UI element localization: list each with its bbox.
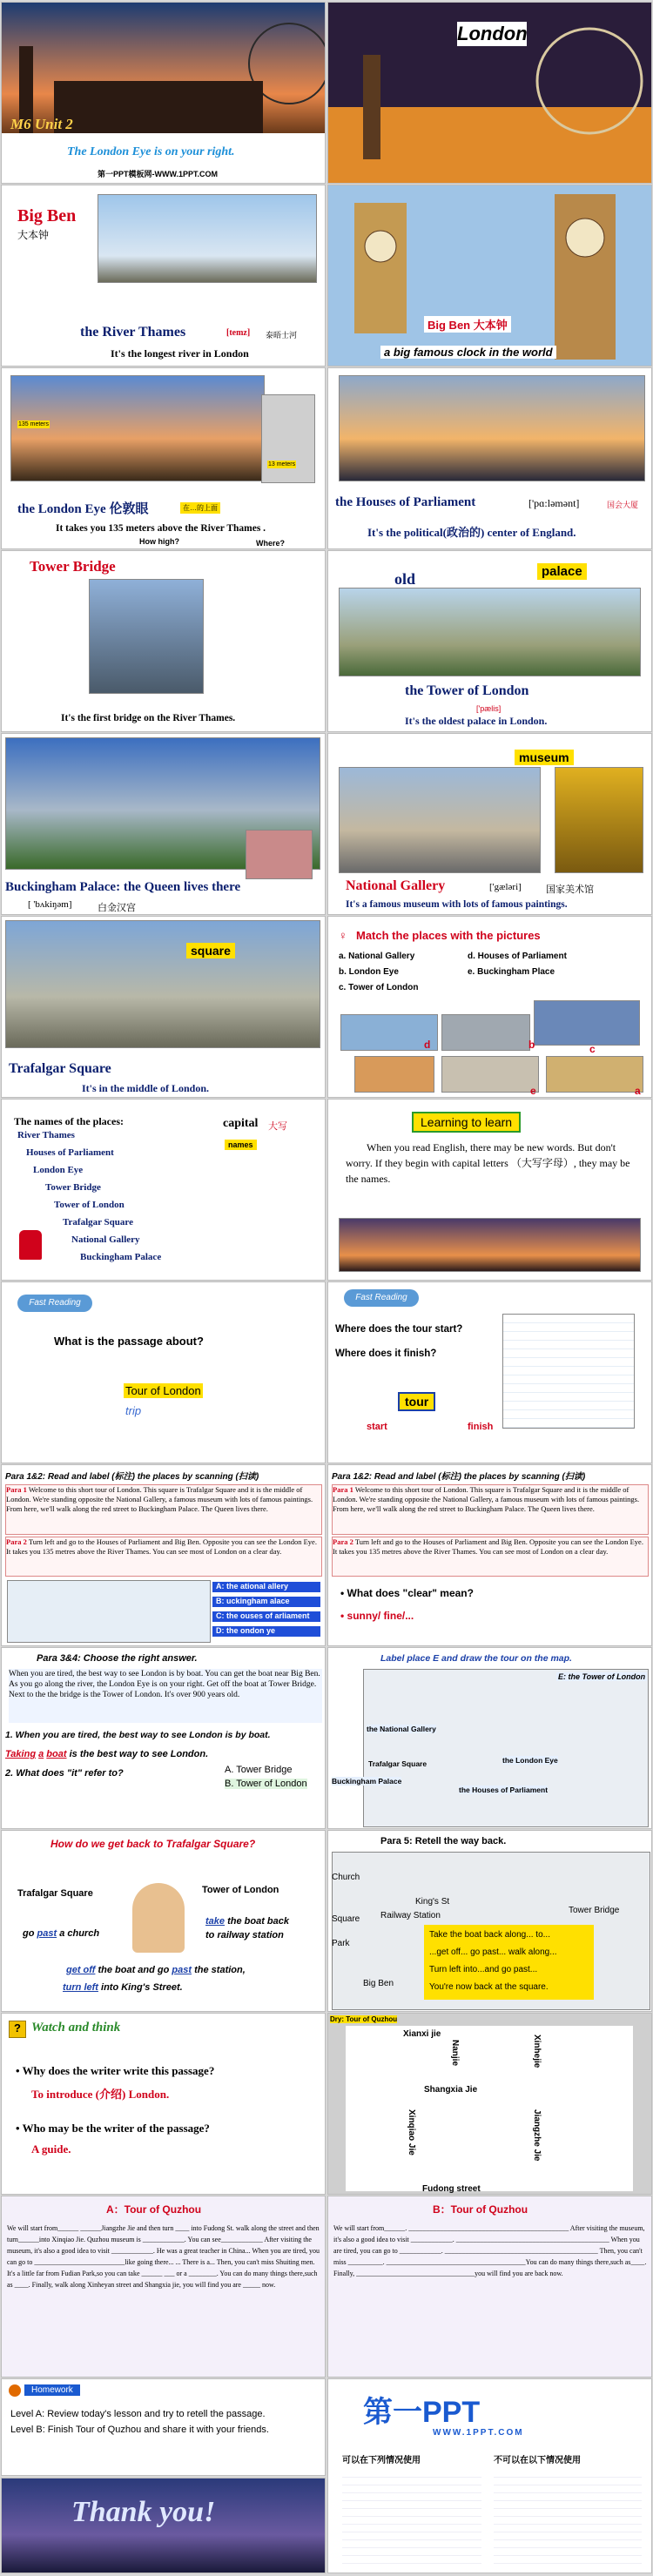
slide-16 — [327, 1281, 652, 1463]
tower-word: Tower of London — [202, 1885, 279, 1895]
trafalgar-photo — [5, 920, 320, 1048]
level-b: Level B: Finish Tour of Quzhou and share it with your friends. — [10, 2425, 269, 2435]
finish-label: finish — [468, 1422, 494, 1432]
square-tag: square — [186, 943, 235, 958]
river-thames-label: the River Thames — [80, 325, 186, 340]
watch-think-title: Watch and think — [31, 2021, 121, 2035]
usage-left-head: 可以在下列情况使用 — [342, 2456, 421, 2465]
big-ben-photos — [328, 185, 652, 367]
homework-icon — [9, 2384, 21, 2397]
palace-phonetic: ['pælis] — [476, 704, 502, 713]
why-answer: To introduce (介绍) London. — [31, 2088, 170, 2101]
slide-2 — [327, 2, 652, 184]
way-back-question: How do we get back to Trafalgar Square? — [50, 1838, 256, 1850]
clear-answer: • sunny/ fine/... — [340, 1610, 414, 1622]
tower-bridge-photo — [89, 579, 204, 694]
usage-right-head: 不可以在以下情况使用 — [494, 2456, 581, 2465]
retell-line-2: ...get off... go past... walk along... — [429, 1947, 557, 1957]
name-6: Trafalgar Square — [63, 1217, 133, 1227]
slide-subtitle: The London Eye is on your right. — [67, 145, 235, 158]
church-word: a church — [59, 1928, 100, 1939]
map-place-2: Trafalgar Square — [368, 1759, 427, 1768]
who-question: • Who may be the writer of the passage? — [16, 2122, 210, 2135]
slide-7 — [1, 550, 326, 732]
why-text: Why does the writer write this passage? — [22, 2064, 215, 2077]
slide-1 — [1, 2, 326, 184]
para12-head-2: Para 1&2: Read and label (标注) the places by scanning (扫读) — [332, 1472, 586, 1482]
match-title: Match the places with the pictures — [356, 929, 541, 942]
name-8: Buckingham Palace — [80, 1252, 162, 1262]
para1-text: Welcome to this short tour of London. This square is Trafalgar Square and it is the middle of London. We're standing opposite the National Gallery, a famous museum with lots of famous paintings. From here, we'll walk along the red street to Buckingham Palace. The Queen lives there. — [6, 1485, 313, 1513]
slide-13 — [1, 1099, 326, 1281]
taking-word: Taking — [5, 1749, 37, 1759]
match-photo-4 — [354, 1056, 434, 1093]
map-place-5: the Houses of Parliament — [459, 1786, 549, 1794]
tower-of-london-photo — [339, 588, 641, 676]
slide-21 — [1, 1830, 326, 2012]
slide-27 — [1, 2378, 326, 2476]
tour-tag: tour — [398, 1392, 435, 1411]
past2-word: past — [172, 1965, 192, 1975]
houses-label: the Houses of Parliament — [335, 495, 476, 509]
postbox-icon — [19, 1230, 42, 1260]
tower-of-london-label: the Tower of London — [405, 683, 529, 698]
para2-label-2: Para 2 — [333, 1537, 353, 1546]
para1-label: Para 1 — [6, 1485, 27, 1494]
slide-14 — [327, 1099, 652, 1281]
letter-2: b — [528, 1039, 535, 1051]
parliament-cn: 国会大厦 — [607, 501, 639, 509]
retell-church: Church — [332, 1873, 360, 1882]
slide-3 — [1, 185, 326, 367]
title-london: London — [457, 23, 528, 44]
why-question: • Why does the writer write this passage? — [16, 2064, 215, 2077]
map-place-4: Buckingham Palace — [332, 1777, 402, 1786]
fast-reading-badge: Fast Reading — [17, 1295, 92, 1312]
street-nanjie: Nanjie — [450, 2040, 460, 2067]
museum-tag: museum — [515, 750, 574, 765]
opt-d: d. Houses of Parliament — [468, 952, 567, 961]
clear-question-text: What does "clear" mean? — [347, 1587, 474, 1599]
tour-b-text: We will start from______. ______________________________________________ After visiting the museum, it's also a good idea to visit ____________. ____________________________________________ When you are tired, you can go to ____________. ____________________________________________ Then, you can't miss __________. ________________________________________You can do many things there,such as____. Finally, __________________________________you will find you are back now. — [333, 2224, 647, 2277]
usage-right-list — [494, 2470, 642, 2566]
thames-photo — [98, 194, 317, 283]
queen-photo — [246, 830, 313, 879]
slide-19 — [1, 1647, 326, 1829]
para34-text: When you are tired, the best way to see London is by boat. You can get the boat near Big Ben. As you go along the river, the London Eye is on your right. Get off the boat at Tower Bridge. Next to the the bridge is the Tower of London. It's over 900 years old. — [9, 1669, 322, 1723]
map-place-1: the National Gallery — [367, 1725, 436, 1733]
gallery-cn: 国家美术馆 — [546, 884, 594, 895]
capital-label: capital — [223, 1117, 259, 1130]
slide-24 — [327, 2013, 652, 2195]
para2-box-2 — [332, 1537, 649, 1577]
q1b-text: is the best way to see London. — [69, 1749, 209, 1759]
para2-text-2: Turn left and go to the Houses of Parliament and Big Ben. Opposite you can see the London Eye. It takes you 135 metres above the River Thames. You can see most of London on a clear day. — [333, 1537, 643, 1556]
london-eye-label: the London Eye 伦敦眼 — [17, 502, 149, 516]
letter-3: c — [589, 1043, 596, 1055]
old-label: old — [394, 570, 416, 588]
where-q: Where? — [256, 539, 286, 548]
street-jiangzhe: Jiangzhe Jie — [532, 2109, 542, 2162]
national-gallery-photo — [339, 767, 541, 873]
match-photo-2 — [441, 1014, 530, 1051]
answer-tour: Tour of London — [125, 1384, 201, 1397]
clear-question: • What does "clear" mean? — [340, 1587, 474, 1599]
para1-box — [5, 1484, 322, 1535]
label-d: D: the ondon ye — [212, 1626, 320, 1637]
slide-8 — [327, 550, 652, 732]
place-e-label: E: the Tower of London — [558, 1672, 646, 1681]
kings-word: into King's Street. — [101, 1982, 183, 1993]
para34-head: Para 3&4: Choose the right answer. — [37, 1653, 198, 1664]
learning-text: When you read English, there may be new words. But don't worry. If they begin with capital letters （大写字母）, they may be the names. — [346, 1141, 630, 1185]
retell-railway: Railway Station — [380, 1911, 441, 1920]
retell-line-1: Take the boat back along... to... — [429, 1930, 550, 1940]
go-word: go — [23, 1928, 35, 1939]
slide-6 — [327, 367, 652, 549]
line-take — [205, 1916, 289, 1927]
label-c: C: the ouses of arliament — [212, 1611, 320, 1622]
retell-box — [424, 1925, 594, 2000]
who-answer: A guide. — [31, 2142, 71, 2156]
retell-square: Square — [332, 1914, 360, 1924]
name-2: Houses of Parliament — [26, 1147, 114, 1158]
match-photo-5 — [441, 1056, 539, 1093]
para2-text: Turn left and go to the Houses of Parliament and Big Ben. Opposite you can see the London Eye. It takes you 135 metres above the River Thames. You can see most of London on a clear day. — [6, 1537, 317, 1556]
quzhou-head: Dry: Tour of Quzhou — [330, 2015, 398, 2023]
station-word: the station, — [194, 1965, 246, 1975]
past-word: past — [37, 1928, 57, 1939]
question-icon: ? — [9, 2021, 26, 2038]
take-word: take — [205, 1916, 226, 1927]
retell-line-4: You're now back at the square. — [429, 1982, 549, 1992]
street-xianxi: Xianxi jie — [403, 2029, 441, 2039]
parliament-phonetic: ['pɑ:ləmənt] — [528, 497, 580, 509]
boat-word: boat — [46, 1749, 67, 1759]
tour-map — [363, 1669, 649, 1827]
big-ben-cn-label: Big Ben 大本钟 — [424, 316, 511, 333]
letter-5: a — [635, 1085, 641, 1097]
who-text: Who may be the writer of the passage? — [22, 2122, 210, 2135]
letter-4: e — [530, 1085, 536, 1097]
how-high-q: How high? — [139, 537, 179, 546]
map-head: Label place E and draw the tour on the map. — [380, 1653, 572, 1664]
retell-head: Para 5: Retell the way back. — [380, 1836, 507, 1846]
credit-text: 第一PPT模板网-WWW.1PPT.COM — [98, 170, 218, 178]
opt-c: c. Tower of London — [339, 983, 419, 992]
letter-1: d — [424, 1039, 431, 1051]
slide-18 — [327, 1464, 652, 1646]
label-a: A: the ational allery — [212, 1582, 320, 1592]
slide-20 — [327, 1647, 652, 1829]
tour-a-title: A：Tour of Quzhou — [106, 2203, 202, 2216]
thames-phonetic: [temz] — [226, 328, 251, 338]
london-eye-caption: It takes you 135 meters above the River Thames . — [56, 523, 266, 534]
trafalgar-word: Trafalgar Square — [17, 1888, 93, 1899]
name-4: Tower Bridge — [45, 1182, 101, 1193]
slide-15 — [1, 1281, 326, 1463]
para2-box — [5, 1537, 322, 1577]
slide-5 — [1, 367, 326, 549]
para12-head: Para 1&2: Read and label (标注) the places by scanning (扫读) — [5, 1472, 259, 1482]
unit-label: M6 Unit 2 — [10, 116, 73, 132]
tour-b-title: B：Tour of Quzhou — [433, 2203, 528, 2216]
clear-answer-text: sunny/ fine/... — [347, 1610, 414, 1622]
london-eye-photo — [10, 375, 265, 481]
slide-29 — [1, 2478, 326, 2573]
slide-4 — [327, 185, 652, 367]
boat-back-word: the boat back — [227, 1916, 289, 1927]
sunflowers-painting — [555, 767, 643, 873]
above-tag: 在…的上面 — [180, 502, 220, 514]
para1-box-2 — [332, 1484, 649, 1535]
street-xinqiao: Xinqiao Jie — [407, 2109, 416, 2156]
ppt-url: WWW.1PPT.COM — [433, 2428, 524, 2438]
meters-tag-2: 13 meters — [268, 461, 296, 467]
slide-12 — [327, 916, 652, 1098]
line-railway: to railway station — [205, 1930, 284, 1940]
name-5: Tower of London — [54, 1200, 125, 1210]
get-off-word: get off — [66, 1965, 96, 1975]
big-ben-caption: a big famous clock in the world — [380, 346, 556, 359]
buckingham-phonetic: [ 'bʌkiŋəm] — [28, 899, 72, 910]
name-7: National Gallery — [71, 1234, 140, 1245]
big-ben-label: Big Ben — [17, 206, 77, 225]
thames-cn: 泰晤士河 — [266, 331, 298, 340]
capital-cn: 大写 — [268, 1121, 287, 1132]
usage-left-list — [342, 2470, 481, 2566]
slide-26 — [327, 2196, 652, 2378]
big-ben-cn: 大本钟 — [17, 229, 50, 241]
street-fudong: Fudong street — [422, 2184, 481, 2194]
opt-e: e. Buckingham Place — [468, 967, 555, 977]
option-b: B. Tower of London — [225, 1779, 307, 1789]
start-question: Where does the tour start? — [335, 1324, 463, 1335]
name-1: River Thames — [17, 1130, 75, 1140]
passage-image — [502, 1314, 635, 1429]
q1-answer — [5, 1749, 208, 1759]
parliament-caption: It's the political(政治的) center of England. — [367, 526, 576, 539]
boat-and-go-word: the boat and go — [98, 1965, 170, 1975]
names-title: The names of the places: — [14, 1115, 124, 1127]
guide-illustration — [132, 1883, 185, 1953]
names-tag: names — [225, 1140, 257, 1150]
slide-23 — [1, 2013, 326, 2195]
retell-line-3: Turn left into...and go past... — [429, 1965, 538, 1974]
para2-label: Para 2 — [6, 1537, 27, 1546]
slide-22 — [327, 1830, 652, 2012]
slide-10 — [327, 733, 652, 915]
meters-tag: 135 meters — [18, 421, 50, 427]
slide-9 — [1, 733, 326, 915]
a-word: a — [38, 1749, 44, 1759]
q2-text: 2. What does "it" refer to? — [5, 1768, 124, 1779]
thames-caption: It's the longest river in London — [111, 347, 249, 360]
palace-caption: It's the oldest palace in London. — [405, 715, 548, 727]
quzhou-map — [346, 2026, 633, 2191]
opt-a: a. National Gallery — [339, 952, 415, 961]
name-3: London Eye — [33, 1165, 84, 1175]
tower-bridge-caption: It's the first bridge on the River Thames. — [61, 713, 236, 723]
retell-tower-bridge: Tower Bridge — [569, 1906, 620, 1915]
trafalgar-caption: It's in the middle of London. — [82, 1082, 210, 1094]
retell-park: Park — [332, 1939, 350, 1948]
slide-28 — [327, 2378, 652, 2573]
option-a: A. Tower Bridge — [225, 1765, 293, 1775]
line-get-off — [66, 1965, 246, 1975]
q1-text: 1. When you are tired, the best way to see London is by boat. — [5, 1730, 271, 1740]
level-a: Level A: Review today's lesson and try to retell the passage. — [10, 2409, 266, 2419]
retell-big-ben: Big Ben — [363, 1979, 394, 1988]
turn-left-word: turn left — [63, 1982, 98, 1993]
girl-icon: ♀ — [339, 929, 347, 942]
retell-kings: King's St — [415, 1897, 450, 1907]
building-photo — [261, 394, 315, 483]
line-go — [23, 1928, 99, 1939]
match-photo-6 — [546, 1056, 643, 1093]
ppt-logo: 第一PPT — [363, 2396, 481, 2429]
palace-tag: palace — [537, 563, 587, 580]
tour-a-text: We will start from______ ______Jiangzhe Jie and then turn ____ into Fudong St. walk along the street and then turn______into Xinqiao Jie. Quzhou museum is ____________. You can see____________ After visiting the museum, it's also a good idea to visit ____________. He was a great teacher in China... When you are tired, you can go to __________________________like going there... ... There is a... Then, you can't miss Shuiting men. It's a little far from Fudian Park,so you can take ______ ___ or a ________. You can do many things there,such as ____. Finally, walk along Xinheyan street and Shangxia jie, you will find you are _____ now. — [7, 2224, 320, 2289]
street-xinhejie: Xinhejie — [532, 2035, 542, 2068]
opt-b: b. London Eye — [339, 967, 399, 977]
passage-question: What is the passage about? — [54, 1335, 204, 1348]
para1-text-2: Welcome to this short tour of London. This square is Trafalgar Square and it is the middle of London. We're standing opposite the National Gallery, a famous museum with lots of famous paintings. From here, we'll walk along the red street to Buckingham Palace. The Queen lives there. — [333, 1485, 640, 1513]
homework-badge: Homework — [24, 2384, 80, 2396]
line-turn-left — [63, 1982, 183, 1993]
national-gallery-title: National Gallery — [346, 878, 446, 893]
slide-11 — [1, 916, 326, 1098]
gallery-caption: It's a famous museum with lots of famous paintings. — [346, 899, 568, 910]
learning-banner: Learning to learn — [412, 1112, 521, 1133]
buckingham-title: Buckingham Palace: the Queen lives there — [5, 880, 241, 894]
map-image — [7, 1580, 211, 1643]
gallery-phonetic: ['gæləri] — [489, 882, 522, 892]
parliament-photo — [339, 375, 645, 481]
slide-17 — [1, 1464, 326, 1646]
label-b: B: uckingham alace — [212, 1597, 320, 1607]
trafalgar-title: Trafalgar Square — [9, 1061, 111, 1076]
city-night-photo — [339, 1218, 641, 1272]
london-sunset-photo — [2, 3, 325, 133]
para1-label-2: Para 1 — [333, 1485, 353, 1494]
start-label: start — [367, 1422, 387, 1432]
answer-trip: trip — [125, 1404, 142, 1417]
fast-reading-badge-2: Fast Reading — [344, 1289, 419, 1307]
match-photo-3 — [534, 1000, 640, 1046]
map-place-3: the London Eye — [502, 1756, 558, 1765]
tower-bridge-title: Tower Bridge — [30, 558, 116, 575]
slide-25 — [1, 2196, 326, 2378]
street-shangxia: Shangxia Jie — [424, 2085, 478, 2095]
buckingham-cn: 白金汉宫 — [98, 903, 136, 913]
thank-you-text: Thank you! — [71, 2496, 216, 2528]
finish-question: Where does it finish? — [335, 1349, 437, 1359]
